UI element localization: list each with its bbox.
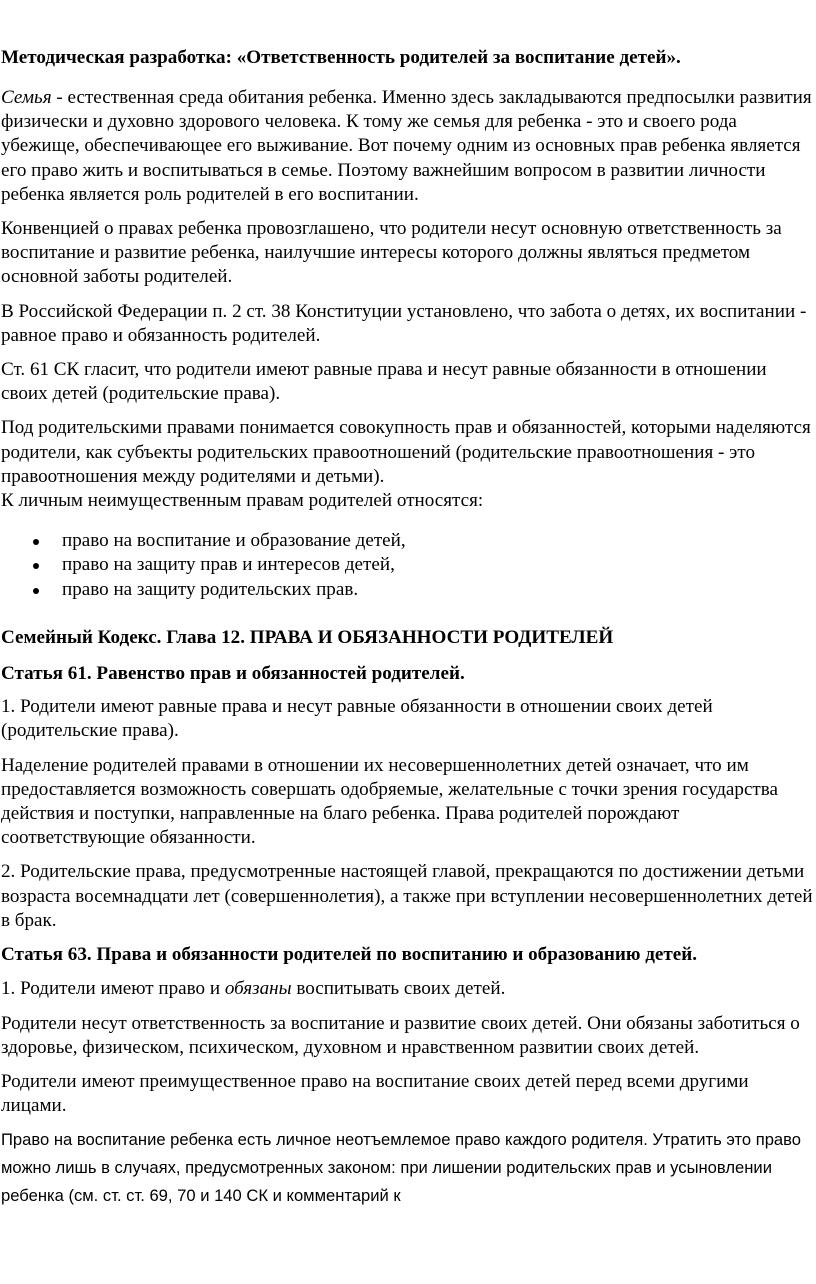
list-item-text: право на защиту прав и интересов детей, <box>62 554 395 576</box>
text-part: 1. Родители имеют право и <box>1 978 225 1000</box>
list-item <box>0 529 816 553</box>
paragraph-family <box>0 86 816 207</box>
paragraph-convention: Конвенцией о правах ребенка провозглашено, что родители несут основную ответственность за воспитание и развитие ребенка, наилучшие интересы которого должны являться предметом основной заботы родителей. <box>1 218 782 288</box>
article-61-commentary: Наделение родителей правами в отношении их несовершеннолетних детей означает, что им предоставляется возможность совершать одобряемые, желательные с точки зрения государства действия и поступки, направленные на благо ребенка. Права родителей порождают соответствующие обязанности. <box>1 754 778 849</box>
italic-term: обязаны <box>224 978 292 1000</box>
heading-article-61: Статья 61. Равенство прав и обязанностей родителей. <box>1 663 465 685</box>
paragraph-parental-rights: Под родительскими правами понимается совокупность прав и обязанностей, которыми наделяются родители, как субъекты родительских правоотношений (родительские правоотношения - это правоотношения между родителями и детьми). <box>1 417 811 487</box>
document-title: Методическая разработка: «Ответственность родителей за воспитание детей». <box>1 47 681 68</box>
paragraph-constitution: В Российской Федерации п. 2 ст. 38 Конституции установлено, что забота о детях, их воспитании - равное право и обязанность родителей. <box>1 300 807 346</box>
paragraph-personal-rights-intro: К личным неимущественным правам родителей относятся: <box>1 490 484 512</box>
bullet-icon <box>33 588 39 594</box>
article-63-priority-right: Родители имеют преимущественное право на воспитание своих детей перед всеми другими лицами. <box>1 1070 749 1117</box>
list-item <box>0 578 816 602</box>
rights-list <box>0 529 816 602</box>
article-61-point-2: 2. Родительские права, предусмотренные настоящей главой, прекращаются по достижении детьми возраста восемнадцати лет (совершеннолетия), а также при вступлении несовершеннолетних детей в брак. <box>1 861 813 931</box>
list-item <box>0 553 816 577</box>
paragraph-article-61: Ст. 61 СК гласит, что родители имеют равные права и несут равные обязанности в отношении своих детей (родительские права). <box>1 359 767 405</box>
article-63-responsibility: Родители несут ответственность за воспитание и развитие своих детей. Они обязаны заботиться о здоровье, физическом, психическом, духовном и нравственном развитии своих детей. <box>1 1012 800 1058</box>
text-part: воспитывать своих детей. <box>291 978 506 1000</box>
bullet-icon <box>33 563 39 569</box>
italic-term: Семья <box>1 87 52 108</box>
bullet-icon <box>33 539 39 545</box>
paragraph-text: - естественная среда обитания ребенка. Именно здесь закладываются предпосылки развития физически и духовно здорового человека. К тому же семья для ребенка - это и своего рода убежище, обеспечивающее его выживание. Вот почему одним из основных прав ребенка является его право жить и воспитываться в семье. Поэтому важнейшим вопросом в развитии личности ребенка является роль родителей в его воспитании. <box>1 87 812 205</box>
heading-chapter-12: Семейный Кодекс. Глава 12. ПРАВА И ОБЯЗАННОСТИ РОДИТЕЛЕЙ <box>1 626 614 648</box>
article-63-personal-right: Право на воспитание ребенка есть личное неотъемлемое право каждого родителя. Утратить это право можно лишь в случаях, предусмотренных законом: при лишении родительских прав и усыновлении ребенка (см. ст. ст. 69, 70 и 140 СК и комментарий к <box>1 1130 802 1206</box>
article-63-point-1 <box>0 977 816 1001</box>
article-61-point-1: 1. Родители имеют равные права и несут равные обязанности в отношении своих детей (родительские права). <box>1 696 713 742</box>
list-item-text: право на защиту родительских прав. <box>62 578 359 600</box>
list-item-text: право на воспитание и образование детей, <box>62 530 406 552</box>
heading-article-63: Статья 63. Права и обязанности родителей по воспитанию и образованию детей. <box>1 944 697 966</box>
